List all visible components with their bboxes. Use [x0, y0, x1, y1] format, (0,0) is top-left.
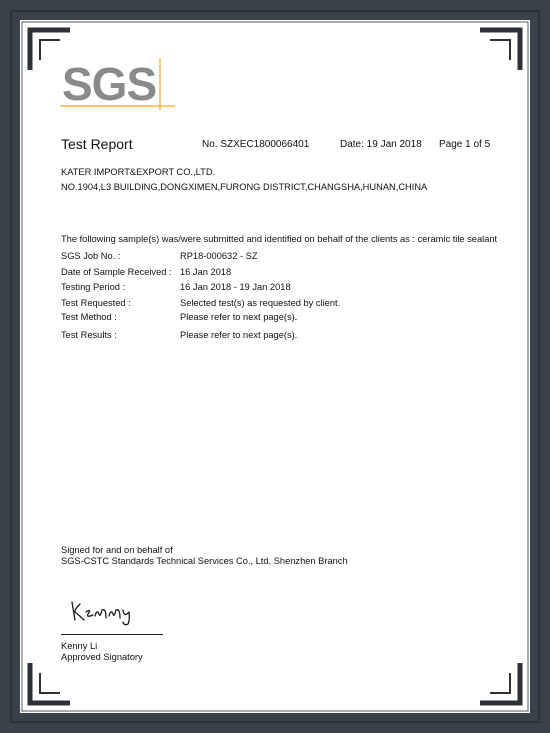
field-value: 16 Jan 2018 — [180, 267, 232, 277]
field-value: Please refer to next page(s). — [180, 330, 298, 340]
field-value: Please refer to next page(s). — [180, 312, 298, 322]
report-number: No. SZXEC1800066401 — [202, 139, 310, 150]
svg-text:SGS: SGS — [62, 58, 157, 110]
report-date: Date: 19 Jan 2018 — [340, 139, 422, 150]
signoff-line-2: SGS-CSTC Standards Technical Services Co., Ltd. Shenzhen Branch — [61, 556, 348, 566]
field-value: RP18-000632 - SZ — [180, 251, 258, 261]
sgs-logo — [60, 58, 175, 110]
report-title: Test Report — [61, 136, 133, 152]
client-address: NO.1904,L3 BUILDING,DONGXIMEN,FURONG DISTRICT,CHANGSHA,HUNAN,CHINA — [61, 182, 428, 192]
field-value: 16 Jan 2018 - 19 Jan 2018 — [180, 282, 291, 292]
field-label: SGS Job No. : — [61, 251, 121, 261]
handwritten-signature — [66, 596, 146, 626]
field-label: Test Results : — [61, 330, 117, 340]
client-name: KATER IMPORT&EXPORT CO.,LTD. — [61, 167, 216, 177]
intro-statement: The following sample(s) was/were submitted and identified on behalf of the clients as : ceramic tile sealant — [61, 234, 498, 244]
signoff-line-1: Signed for and on behalf of — [61, 545, 173, 555]
page-number: Page 1 of 5 — [439, 139, 491, 150]
field-value: Selected test(s) as requested by client. — [180, 298, 341, 308]
field-label: Test Requested : — [61, 298, 131, 308]
field-label: Test Method : — [61, 312, 117, 322]
signatory-title: Approved Signatory — [61, 652, 143, 662]
signatory-name: Kenny Li — [61, 641, 98, 651]
field-label: Date of Sample Received : — [61, 267, 172, 277]
signature-line — [61, 634, 163, 635]
field-label: Testing Period : — [61, 282, 126, 292]
